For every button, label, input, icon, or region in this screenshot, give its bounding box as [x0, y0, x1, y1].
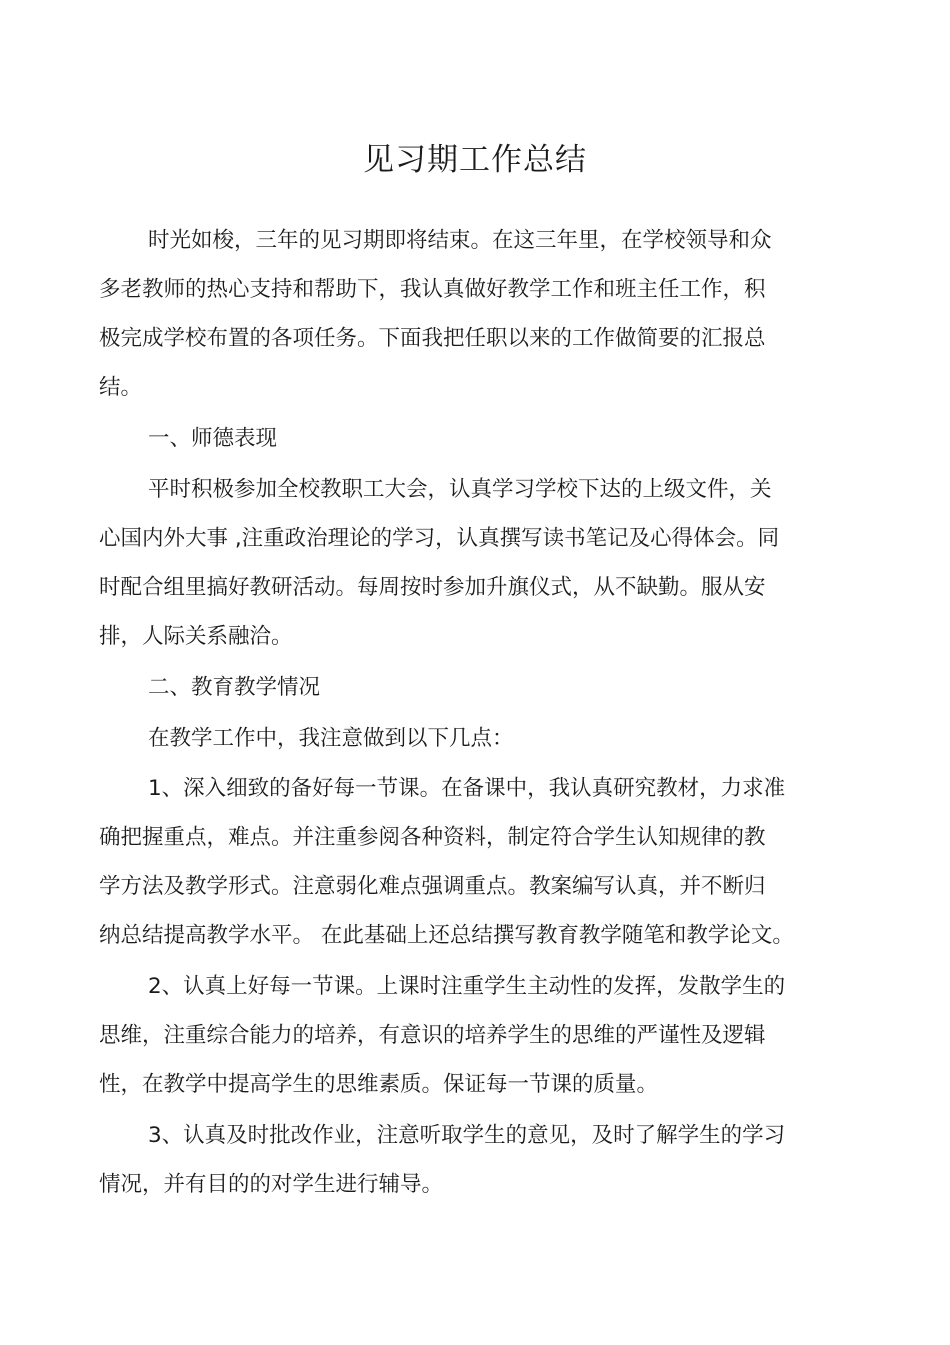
section-heading: 一、师德表现 [148, 426, 278, 451]
paragraph-line: 情况，并有目的的对学生进行辅导。 [99, 1172, 444, 1197]
paragraph-line: 排，人际关系融洽。 [99, 624, 293, 649]
paragraph-line: 1、深入细致的备好每一节课。在备课中，我认真研究教材，力求准 [148, 776, 786, 801]
paragraph-line: 3、认真及时批改作业，注意听取学生的意见，及时了解学生的学习 [148, 1123, 786, 1148]
paragraph-line: 纳总结提高教学水平。 在此基础上还总结撰写教育教学随笔和教学论文。 [99, 923, 794, 948]
paragraph-line: 学方法及教学形式。注意弱化难点强调重点。教案编写认真，并不断归 [99, 874, 766, 899]
paragraph-line: 确把握重点，难点。并注重参阅各种资料，制定符合学生认知规律的教 [99, 825, 766, 850]
paragraph-line: 多老教师的热心支持和帮助下，我认真做好教学工作和班主任工作，积 [99, 277, 766, 302]
paragraph-line: 思维，注重综合能力的培养，有意识的培养学生的思维的严谨性及逻辑 [99, 1023, 766, 1048]
paragraph-line: 时光如梭，三年的见习期即将结束。在这三年里，在学校领导和众 [148, 228, 772, 253]
paragraph-line: 2、认真上好每一节课。上课时注重学生主动性的发挥，发散学生的 [148, 974, 786, 999]
paragraph-line: 结。 [99, 375, 143, 400]
paragraph-line: 性，在教学中提高学生的思维素质。保证每一节课的质量。 [99, 1072, 659, 1097]
paragraph-line: 极完成学校布置的各项任务。下面我把任职以来的工作做简要的汇报总 [99, 326, 766, 351]
page-title: 见习期工作总结 [363, 142, 587, 178]
paragraph-line: 时配合组里搞好教研活动。每周按时参加升旗仪式，从不缺勤。服从安 [99, 575, 766, 600]
paragraph-line: 心国内外大事 ,注重政治理论的学习，认真撰写读书笔记及心得体会。同 [99, 526, 780, 551]
paragraph-line: 在教学工作中，我注意做到以下几点： [148, 726, 514, 751]
paragraph-line: 平时积极参加全校教职工大会，认真学习学校下达的上级文件，关 [148, 477, 772, 502]
section-heading: 二、教育教学情况 [148, 675, 321, 700]
